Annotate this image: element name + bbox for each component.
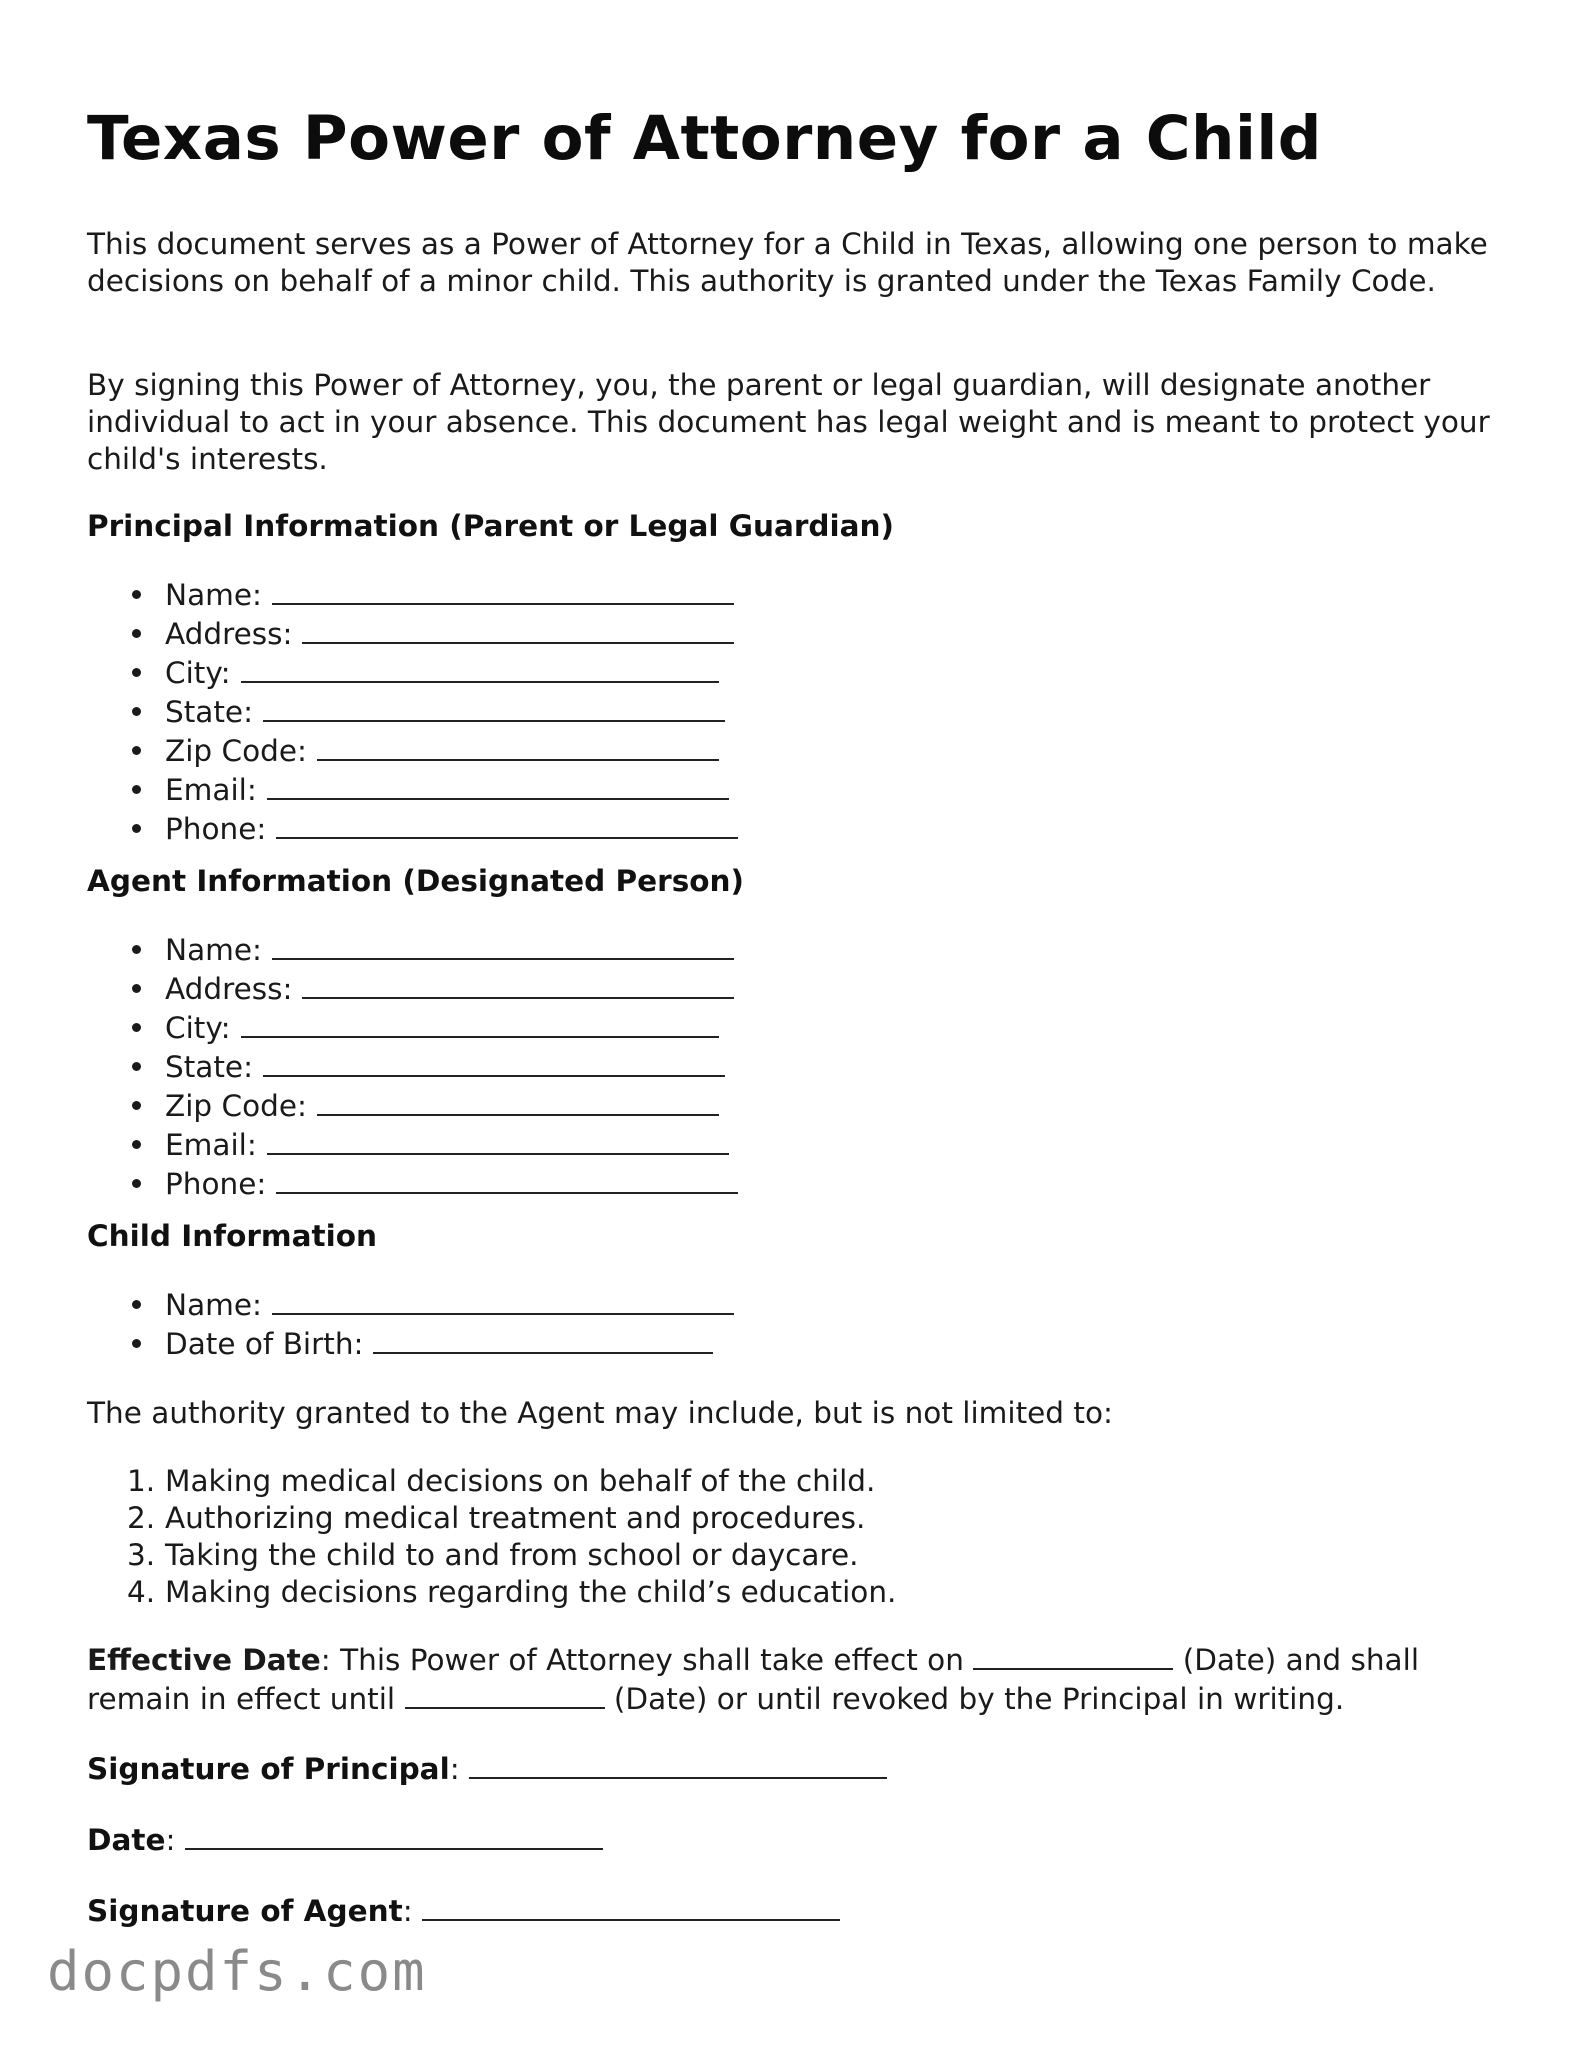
principal-city-field[interactable]: City:	[87, 653, 738, 692]
agent-fields	[87, 930, 738, 1203]
authority-intro: The authority granted to the Agent may include, but is not limited to:	[87, 1396, 1113, 1430]
principal-heading: Principal Information (Parent or Legal Guardian)	[87, 509, 895, 543]
power-item: 1. Making medical decisions on behalf of the child.	[127, 1464, 876, 1498]
agent-city-blank[interactable]	[241, 1008, 719, 1038]
principal-address-field[interactable]: Address:	[87, 614, 738, 653]
agent-address-blank[interactable]	[302, 969, 734, 999]
child-name-field[interactable]: Name:	[87, 1285, 734, 1324]
powers-list	[87, 1463, 896, 1611]
child-heading: Child Information	[87, 1219, 378, 1253]
principal-name-blank[interactable]	[272, 575, 734, 605]
agent-signature-line[interactable]: Signature of Agent:	[87, 1891, 840, 1930]
agent-email-blank[interactable]	[267, 1125, 729, 1155]
principal-name-field[interactable]: Name:	[87, 575, 738, 614]
effective-date-label: Effective Date	[87, 1643, 321, 1677]
agent-email-field[interactable]: Email:	[87, 1125, 738, 1164]
principal-state-blank[interactable]	[263, 692, 725, 722]
principal-signature-line[interactable]: Signature of Principal:	[87, 1749, 887, 1788]
power-item: 4. Making decisions regarding the child’s education.	[127, 1575, 897, 1609]
agent-address-field[interactable]: Address:	[87, 969, 738, 1008]
effective-date-paragraph: Effective Date: This Power of Attorney shall take effect on (Date) and shall remain in effect until (Date) or until revoked by the Principal in writing.	[87, 1640, 1507, 1718]
principal-state-field[interactable]: State:	[87, 692, 738, 731]
watermark-logo: docpdfs.com	[47, 1940, 427, 2003]
principal-signature-blank[interactable]	[469, 1749, 887, 1779]
principal-zip-blank[interactable]	[317, 731, 719, 761]
principal-phone-blank[interactable]	[276, 809, 738, 839]
agent-name-field[interactable]: Name:	[87, 930, 738, 969]
agent-state-field[interactable]: State:	[87, 1047, 738, 1086]
principal-email-blank[interactable]	[267, 770, 729, 800]
power-item: 3. Taking the child to and from school or daycare.	[127, 1538, 859, 1572]
intro-paragraph-2: By signing this Power of Attorney, you, the parent or legal guardian, will designate another individual to act in your absence. This document has legal weight and is meant to protect your child's interests.	[87, 368, 1490, 476]
agent-name-blank[interactable]	[272, 930, 734, 960]
child-name-blank[interactable]	[272, 1285, 734, 1315]
effective-end-blank[interactable]	[405, 1679, 605, 1709]
agent-state-blank[interactable]	[263, 1047, 725, 1077]
agent-signature-blank[interactable]	[422, 1891, 840, 1921]
agent-heading: Agent Information (Designated Person)	[87, 864, 745, 898]
child-fields	[87, 1285, 734, 1363]
principal-phone-field[interactable]: Phone:	[87, 809, 738, 848]
agent-zip-field[interactable]: Zip Code:	[87, 1086, 738, 1125]
power-item: 2. Authorizing medical treatment and procedures.	[127, 1501, 866, 1535]
principal-city-blank[interactable]	[241, 653, 719, 683]
principal-email-field[interactable]: Email:	[87, 770, 738, 809]
principal-zip-field[interactable]: Zip Code:	[87, 731, 738, 770]
intro-paragraph-1: This document serves as a Power of Attorney for a Child in Texas, allowing one person to make decisions on behalf of a minor child. This authority is granted under the Texas Family Code.	[87, 227, 1488, 298]
date-blank[interactable]	[185, 1820, 603, 1850]
principal-address-blank[interactable]	[302, 614, 734, 644]
child-dob-field[interactable]: Date of Birth:	[87, 1324, 734, 1363]
principal-fields	[87, 575, 738, 848]
effective-start-blank[interactable]	[973, 1640, 1173, 1670]
agent-zip-blank[interactable]	[317, 1086, 719, 1116]
date-line[interactable]: Date:	[87, 1820, 603, 1859]
agent-phone-blank[interactable]	[276, 1164, 738, 1194]
agent-phone-field[interactable]: Phone:	[87, 1164, 738, 1203]
document-title: Texas Power of Attorney for a Child	[87, 103, 1322, 174]
agent-city-field[interactable]: City:	[87, 1008, 738, 1047]
child-dob-blank[interactable]	[373, 1324, 713, 1354]
